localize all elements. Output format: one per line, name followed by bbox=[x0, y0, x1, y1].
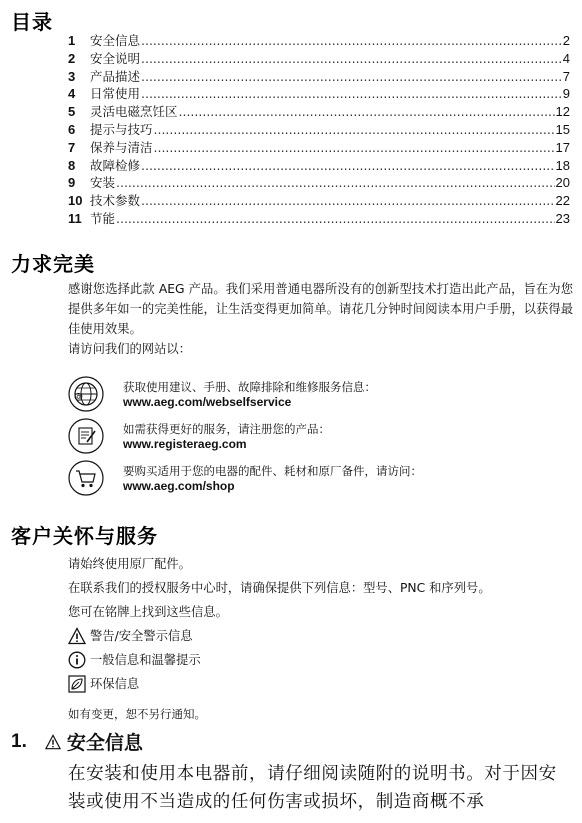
toc-item-page: 4 bbox=[562, 50, 570, 66]
toc-item-number: 1 bbox=[68, 33, 76, 48]
toc-leader-dots bbox=[141, 50, 562, 68]
toc-item[interactable] bbox=[68, 192, 570, 210]
service-line-2: 在联系我们的授权服务中心时，请确保提供下列信息：型号、PNC 和序列号。 bbox=[68, 581, 491, 595]
info-icon bbox=[68, 651, 86, 669]
toc-item-number: 10 bbox=[68, 193, 83, 209]
link-row-webselfservice bbox=[68, 376, 568, 416]
toc-item-title: 安全说明 bbox=[90, 50, 141, 66]
toc-item-page: 23 bbox=[555, 210, 570, 226]
toc-heading: 目录 bbox=[11, 10, 53, 34]
legend-environment-text: 环保信息 bbox=[90, 677, 140, 691]
toc-item-title: 节能 bbox=[90, 210, 116, 226]
toc-item[interactable] bbox=[68, 85, 570, 103]
toc-item[interactable] bbox=[68, 210, 570, 228]
toc-item-number: 3 bbox=[68, 68, 76, 84]
legend-environment bbox=[68, 672, 573, 696]
toc-item[interactable] bbox=[68, 32, 570, 50]
toc-item-page: 12 bbox=[555, 104, 570, 120]
legend-warning-text: 警告/安全警示信息 bbox=[90, 629, 193, 643]
toc-item-page: 17 bbox=[555, 139, 570, 155]
toc-item-page: 18 bbox=[555, 157, 570, 173]
link-desc: 如需获得更好的服务，请注册您的产品： bbox=[123, 422, 330, 436]
link-webselfservice[interactable]: www.aeg.com/webselfservice bbox=[123, 395, 292, 409]
toc-item-page: 7 bbox=[562, 68, 570, 84]
toc-item-number: 9 bbox=[68, 175, 76, 191]
toc-leader-dots bbox=[141, 32, 562, 50]
toc-item[interactable] bbox=[68, 121, 570, 139]
toc-item[interactable] bbox=[68, 174, 570, 192]
toc-leader-dots bbox=[154, 121, 555, 139]
toc-leader-dots bbox=[141, 68, 562, 86]
toc-leader-dots bbox=[116, 210, 555, 228]
toc-item[interactable] bbox=[68, 157, 570, 175]
warning-icon bbox=[45, 734, 61, 750]
toc-item-number: 7 bbox=[68, 139, 76, 155]
section-1-heading bbox=[11, 728, 143, 755]
toc-item-title: 日常使用 bbox=[90, 86, 141, 102]
toc-item-number: 2 bbox=[68, 50, 76, 66]
link-desc: 要购买适用于您的电器的配件、耗材和原厂备件，请访问： bbox=[123, 464, 422, 478]
toc-item-title: 灵活电磁烹饪区 bbox=[90, 104, 178, 120]
link-shop[interactable]: www.aeg.com/shop bbox=[123, 479, 235, 493]
section-1-body: 在安装和使用本电器前，请仔细阅读随附的说明书。对于因安装或使用不当造成的任何伤害或损坏，制造商概不承 bbox=[68, 764, 557, 812]
toc-item-title: 保养与清洁 bbox=[90, 139, 153, 155]
intro-paragraph bbox=[68, 279, 573, 359]
toc-item-number: 4 bbox=[68, 86, 76, 102]
toc-item-title: 安装 bbox=[90, 175, 116, 191]
toc-leader-dots bbox=[154, 139, 555, 157]
toc-item-title: 故障检修 bbox=[90, 157, 141, 173]
toc-item-title: 安全信息 bbox=[90, 33, 141, 48]
toc-item-page: 2 bbox=[562, 33, 570, 48]
visit-text: 请访问我们的网站以： bbox=[68, 342, 191, 356]
link-desc: 获取使用建议、手册、故障排除和维修服务信息： bbox=[123, 380, 376, 394]
perfect-heading: 力求完美 bbox=[11, 252, 95, 276]
toc-item-number: 11 bbox=[68, 210, 82, 226]
toc-item-page: 9 bbox=[562, 86, 570, 102]
toc-leader-dots bbox=[141, 85, 562, 103]
toc-item-page: 15 bbox=[555, 121, 570, 137]
toc-leader-dots bbox=[141, 157, 555, 175]
toc-item[interactable] bbox=[68, 68, 570, 86]
toc-leader-dots bbox=[179, 103, 555, 121]
toc-item-title: 产品描述 bbox=[90, 68, 141, 84]
toc-item-title: 提示与技巧 bbox=[90, 121, 153, 137]
service-line-3: 您可在铭牌上找到这些信息。 bbox=[68, 605, 228, 619]
toc-item[interactable] bbox=[68, 50, 570, 68]
change-notice: 如有变更，恕不另行通知。 bbox=[68, 707, 206, 721]
register-icon bbox=[68, 418, 104, 454]
toc-leader-dots bbox=[116, 174, 555, 192]
service-block bbox=[68, 552, 573, 726]
toc-item-page: 22 bbox=[555, 193, 570, 209]
toc-item[interactable] bbox=[68, 103, 570, 121]
cart-icon bbox=[68, 460, 104, 496]
svg-text:@: @ bbox=[74, 392, 83, 402]
toc-leader-dots bbox=[141, 192, 555, 210]
section-number: 1. bbox=[11, 730, 27, 752]
toc-item[interactable] bbox=[68, 139, 570, 157]
globe-icon bbox=[68, 376, 104, 412]
table-of-contents bbox=[68, 32, 570, 228]
legend-info bbox=[68, 648, 573, 672]
warning-icon bbox=[68, 627, 86, 645]
toc-item-page: 20 bbox=[555, 175, 570, 191]
link-register[interactable]: www.registeraeg.com bbox=[123, 437, 247, 451]
leaf-icon bbox=[68, 675, 86, 693]
toc-item-number: 5 bbox=[68, 104, 76, 120]
intro-text: 感谢您选择此款 AEG 产品。我们采用普通电器所没有的创新型技术打造出此产品，旨在为您提供多年如一的完美性能，让生活变得更加简单。请花几分钟时间阅读本用户手册，以获得最佳使用效果。 bbox=[68, 282, 573, 336]
link-row-register bbox=[68, 418, 568, 458]
service-heading: 客户关怀与服务 bbox=[11, 524, 158, 548]
toc-item-number: 6 bbox=[68, 121, 76, 137]
service-line-1: 请始终使用原厂配件。 bbox=[68, 557, 191, 571]
link-row-shop bbox=[68, 460, 568, 500]
toc-item-title: 技术参数 bbox=[90, 193, 141, 209]
legend-warning bbox=[68, 624, 573, 648]
toc-item-number: 8 bbox=[68, 157, 76, 173]
section-title: 安全信息 bbox=[66, 732, 143, 754]
legend-info-text: 一般信息和温馨提示 bbox=[90, 653, 201, 667]
